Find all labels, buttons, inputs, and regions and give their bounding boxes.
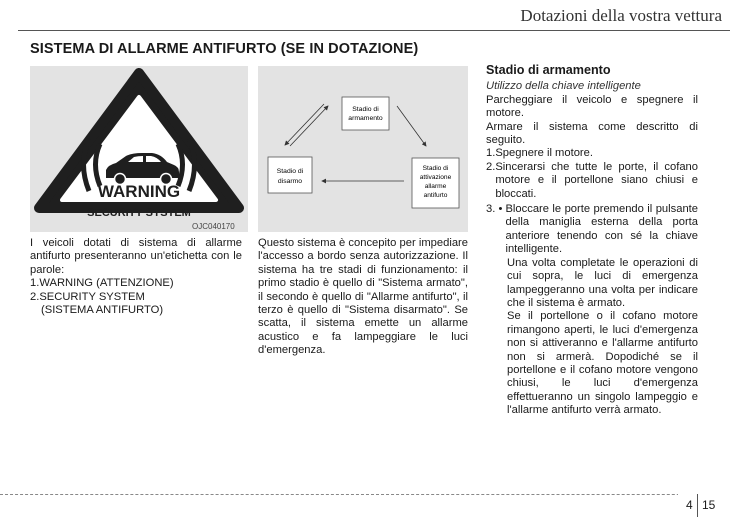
list-item (30, 291, 242, 304)
list-number: 2. (30, 290, 40, 303)
arming-paragraph-1: Parcheggiare il veicolo e spegnere il motore. (486, 93, 698, 120)
arming-title: Stadio di armamento (486, 63, 611, 77)
step-number: 2. (486, 160, 496, 173)
warning-label-figure (30, 66, 248, 232)
step-text: Bloccare le porte premendo il pulsante della maniglia esterna della porta anteriore tenendo con sé la chiave intelligente. (505, 203, 698, 256)
node-disarm-label-1: Stadio di (276, 168, 304, 175)
step-text: Spegnere il motore. (495, 147, 593, 160)
label-description (30, 237, 242, 317)
footer-rule (0, 494, 750, 495)
page-separator (697, 494, 698, 517)
node-active-label-3: allarme (424, 183, 447, 190)
header-rule (18, 30, 730, 31)
step-note-1: Una volta completate le operazioni di cui sopra, le luci di emergenza lampeggeranno una volta per indicare che il sistema è armato. (507, 256, 698, 309)
step-note-2: Se il portellone o il cofano motore rimangono aperti, le luci d'emergenza non si attiveranno e l'allarme antifurto non si armerà. Dopodiché se il portellone e il cofano motore vengono chiusi, le luci d'emergenza effettueranno un singolo lampeggio e l'allarme antifurto verrà armato. (507, 310, 698, 417)
arming-subtitle: Utilizzo della chiave intelligente (486, 80, 641, 93)
node-armed (342, 97, 389, 130)
step-number: 1. (486, 147, 496, 160)
system-paragraph: Questo sistema è concepito per impediare l'accesso a bordo senza autorizzazione. Il sistema ha tre stadi di funzionamento: il primo stadio è quello di "Sistema armato", il secondo è quello di "Allarme antifurto", il terzo è quello di "Sistema disarmato". Se scatta, il sistema emette un allarme acustico e fa lampeggiare le luci d'emergenza. (258, 237, 468, 357)
warning-text: WARNING (97, 182, 181, 201)
node-active-label-1: Stadio di (422, 165, 449, 172)
section-title: SISTEMA DI ALLARME ANTIFURTO (SE IN DOTAZIONE) (30, 41, 419, 57)
node-disarm (268, 157, 312, 193)
list-text: WARNING (ATTENZIONE) (39, 277, 174, 290)
node-active-label-4: antifurto (423, 192, 448, 199)
step-item (486, 147, 698, 160)
security-system-text: SECURITY SYSTEM (87, 207, 191, 219)
step-text: Sincerarsi che tutte le porte, il cofano motore e il portellone siano chiusi e bloccati. (495, 160, 698, 200)
node-active-label-2: attivazione (419, 174, 452, 181)
node-disarm-label-2: disarmo (277, 178, 303, 185)
system-description (258, 237, 468, 358)
list-text: SECURITY SYSTEM (39, 290, 145, 303)
step-item (486, 161, 698, 201)
arming-paragraph-2: Armare il sistema come descritto di seguito. (486, 120, 698, 147)
list-item (30, 277, 242, 290)
node-armed-label-2: armamento (348, 115, 383, 122)
list-subtext: (SISTEMA ANTIFURTO) (41, 304, 164, 317)
step-item (486, 203, 698, 257)
stages-diagram-graphic (258, 66, 468, 232)
arming-stage-section (486, 64, 698, 418)
node-armed-label-1: Stadio di (352, 106, 379, 113)
list-number: 1. (30, 277, 40, 290)
page-number: 15 (702, 498, 716, 512)
arrow-armed-to-active (397, 106, 426, 146)
arrow-disarm-to-armed (290, 106, 328, 146)
alarm-stages-diagram (258, 66, 468, 232)
figure-id: OJC040170 (192, 222, 235, 231)
header-title: Dotazioni della vostra vettura (520, 6, 722, 25)
step-number: 3. • (486, 203, 506, 216)
chapter-number: 4 (686, 498, 693, 512)
warning-triangle-graphic (30, 66, 248, 232)
label-intro: I veicoli dotati di sistema di allarme antifurto presenteranno un'etichetta con le parole: (30, 237, 242, 276)
arrow-armed-to-disarm (285, 104, 324, 145)
